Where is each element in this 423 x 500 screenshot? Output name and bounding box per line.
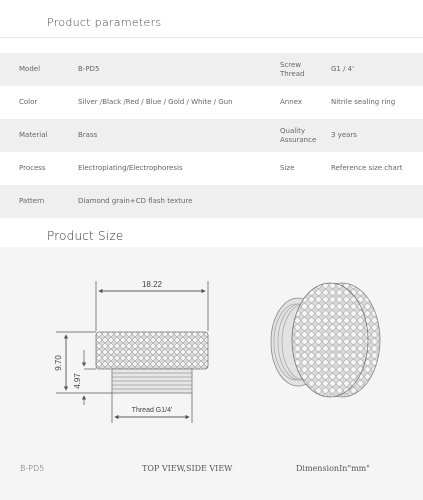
product-parameters-title: Product parameters	[47, 16, 162, 29]
thread-height-label: 4.97	[73, 373, 82, 389]
view-caption: TOP VIEW,SIDE VIEW	[142, 464, 233, 473]
param-value: Nitrile sealing ring	[331, 98, 396, 106]
param-label: Quality Assurance	[280, 126, 317, 144]
diameter-label: 18.22	[141, 280, 163, 289]
param-value: Silver /Black /Red / Blue / Gold / White / Gun	[78, 98, 233, 106]
parameters-table	[0, 53, 423, 218]
model-caption: B-PD5	[20, 464, 45, 473]
dimension-drawing	[0, 247, 423, 500]
param-value: 3 years	[331, 131, 357, 139]
param-label: Model	[19, 65, 41, 73]
table-row	[0, 185, 423, 218]
param-value: Electroplating/Electrophoresis	[78, 164, 183, 172]
param-label: Color	[19, 98, 38, 106]
table-row	[0, 53, 423, 86]
param-label: Process	[19, 164, 46, 172]
table-row	[0, 86, 423, 119]
param-label: Size	[280, 164, 295, 172]
param-label: Material	[19, 131, 48, 139]
perspective-view-fitting	[271, 283, 380, 397]
product-size-title: Product Size	[47, 229, 124, 243]
param-value: G1 / 4'	[331, 65, 355, 73]
title-divider	[0, 37, 423, 38]
unit-caption: DimensionIn"mm"	[296, 464, 370, 473]
thread-label: Thread G1/4'	[131, 407, 173, 414]
param-label: Pattern	[19, 197, 45, 205]
total-height-label: 9.70	[54, 355, 63, 371]
table-row	[0, 119, 423, 152]
product-size-panel	[0, 247, 423, 500]
param-label: Annex	[280, 98, 302, 106]
param-value: Reference size chart	[331, 164, 403, 172]
table-row	[0, 152, 423, 185]
side-view-fitting	[96, 332, 208, 393]
param-value: Brass	[78, 131, 98, 139]
param-value: B-PD5	[78, 65, 100, 73]
param-label: Screw Thread	[280, 60, 305, 78]
param-value: Diamond grain+CD flash texture	[78, 197, 193, 205]
